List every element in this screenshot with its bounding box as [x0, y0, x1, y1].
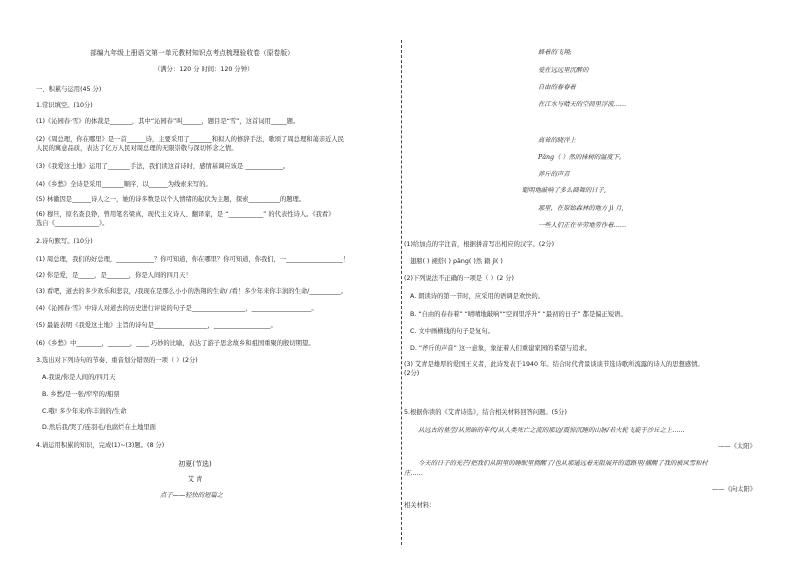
question-2-item: (3) 看吧，道去的多少欢乐和悲哀，/我现在是那么小小的浩翔的生命/ /看！多少年来你丰润的生命/__________。 — [36, 288, 348, 295]
column-divider — [401, 40, 402, 545]
poem-title: 初夏(节选) — [178, 460, 212, 468]
option-c: C.哦! 多少年来/你丰润的/生命 — [42, 408, 127, 415]
question-4-3: (3) 艾青是雄厚的爱国王义者，此诗发表于1940 年。结合时代背景谈谈节选诗歌所流露的诗人的思想感情。 — [404, 361, 704, 368]
poem-line: 自由的春春着 — [538, 84, 576, 91]
poem-line: 一些人们正在辛劳地劳作着…… — [538, 222, 627, 229]
poem-line: 那里，在原始森林的地方 jì 月, — [538, 205, 624, 212]
question-4-3-score: (2分) — [404, 370, 420, 377]
question-2-item: (2) 你是爱，是_____，是_______，你是人间的四月天！ — [36, 272, 192, 279]
option-a: A. 朗读诗的第一节时，应采用的语调是欢快的。 — [410, 293, 545, 300]
question-1-item: (6) 穆旦，原名查良铮，曾用笔名梁真，现代主义诗人、翻译家，是 “___________” 的代表性诗人。《我看》 — [36, 211, 335, 218]
question-2-item: (4)《沁园春·雪》中诗人对道去的历史进行评说的句子是_________________，___________________。 — [36, 305, 318, 312]
poem-line: 点子——轻快的短篇之 — [160, 492, 223, 499]
question-4-heading: 4.请运用积累的知识，完成(1)~(3)题。(8 分) — [36, 442, 165, 449]
poem-line: 在江水与晴天的空间里浮流…… — [538, 101, 627, 108]
poem-line: Pāng（ ）然的抹树的温度下。 — [538, 154, 626, 161]
question-1-item: 人民的寓意品质，表达了亿万人民对周总理的无限崇敬与深切怀念之情。 — [36, 145, 238, 152]
option-b: B. 乡愁/是一张/窄窄的/船票 — [42, 391, 120, 398]
question-1-item: 选自《______________》。 — [36, 220, 109, 227]
question-1-item: (1)《沁园春·雪》的体裁是_______，其中“沁园春”叫______，题目是“雪”，这首词用_____题。 — [36, 118, 300, 125]
poem-line: 蜂着的飞翔; — [538, 49, 572, 56]
material-label: 相关材料： — [404, 502, 436, 509]
section-heading: 一、积累与运用(45 分) — [36, 86, 102, 93]
question-3-heading: 3.选出对下列诗句的节奏、重音划分错误的一项（ ）(2分) — [36, 357, 198, 364]
question-2-item: (6)《乡愁》中________，_______，____ 巧妙的比喻，表达了游子思念故乡和祖国重聚的殷切期望。 — [36, 340, 315, 347]
exam-title: 部编九年级上册语文第一单元教材知识点考点梳理验收卷（原卷版） — [90, 49, 294, 57]
question-1-item: (3)《我爱这土地》运用了_______手法，我们读这首诗时，感情基调应该是 ____________。 — [36, 163, 290, 170]
quote-text: 庄…… — [404, 470, 423, 477]
poem-line: 聪明地敲响了多么圆舞的日子, — [522, 187, 606, 194]
question-1-item: (2)《周总理，你在哪里》是一首______诗，主要采用了_______和拟人的修辞手法，歌颂了周总理和蔼亲近人民 — [36, 136, 345, 143]
poem-line: 爱在远远里沉醉的 — [538, 67, 589, 74]
option-c: C. 文中画横线的句子是复句。 — [410, 328, 494, 335]
poem-author: 艾 青 — [187, 476, 203, 483]
quote-source: ——《太阳》 — [718, 443, 756, 450]
poem-line: 斧斤的声音 — [538, 171, 570, 178]
quote-source: ——《向太阳》 — [712, 486, 757, 493]
question-1-item: (5) 林徽因是______诗人之一，她的诗多数是以个人情绪的起伏为主题，探索__________的题理。 — [36, 196, 306, 203]
exam-subtitle: （满分：120 分 时间：120 分钟） — [154, 66, 254, 73]
question-4-2: (2)下列说法不正确的一项是（ ）(2 分) — [404, 275, 514, 282]
question-2-item: (5) 最能表明《我爱这土地》主旨的诗句是_________________，__________________。 — [36, 322, 277, 329]
question-1-item: (4)《乡愁》全诗是采用_______顺序、以______为线索来写的。 — [36, 181, 212, 188]
quote-text: 从远古的墓茔/从黑暗的年代/从人类死亡之流的那边/震惊沉睡的山脉/若火轮飞旋于沙丘之上…… — [418, 427, 685, 434]
option-b: B. “自由的春春着” “晴晴地敲响”“空间里浮升” “最初的日子” 都是偏正短语。 — [410, 311, 627, 318]
question-1-heading: 1.常识填空。(10分) — [36, 102, 93, 109]
pinyin-blanks: 翅膀( ) 褪搭( ) pāng( )然 籍 jì( ) — [410, 258, 503, 265]
quote-text: 今天的日子的光芒/把我们从阴里的睡眠里拥醒了/也从那遥远着无限展开的道路里/捕醒了我的被风雪和村 — [418, 460, 708, 467]
poem-line: 高耸的晓洋上 — [538, 137, 576, 144]
question-2-heading: 2.诗句默写。(10分) — [36, 238, 93, 245]
question-2-item: (1) 周总理，我们的好总理，____________？你可知道，你在哪里？你可知道，你我们，一__________________！ — [36, 256, 350, 263]
question-4-1: (1)给加点的字注音，根据拼音写出相应的汉字。(2分) — [404, 241, 555, 248]
option-d: D.然后我/哭了/连羽毛/也腐烂在土地里面 — [42, 424, 156, 431]
option-d: D. “斧斤的声音” 这一意象，象征着人们重建家园的希望与追求。 — [410, 345, 592, 352]
question-5-heading: 5.根据你读的《艾青诗选》，结合相关材料回答问题。(5分) — [404, 409, 567, 416]
option-a: A.我说/你是人间的/四月天 — [42, 374, 116, 381]
